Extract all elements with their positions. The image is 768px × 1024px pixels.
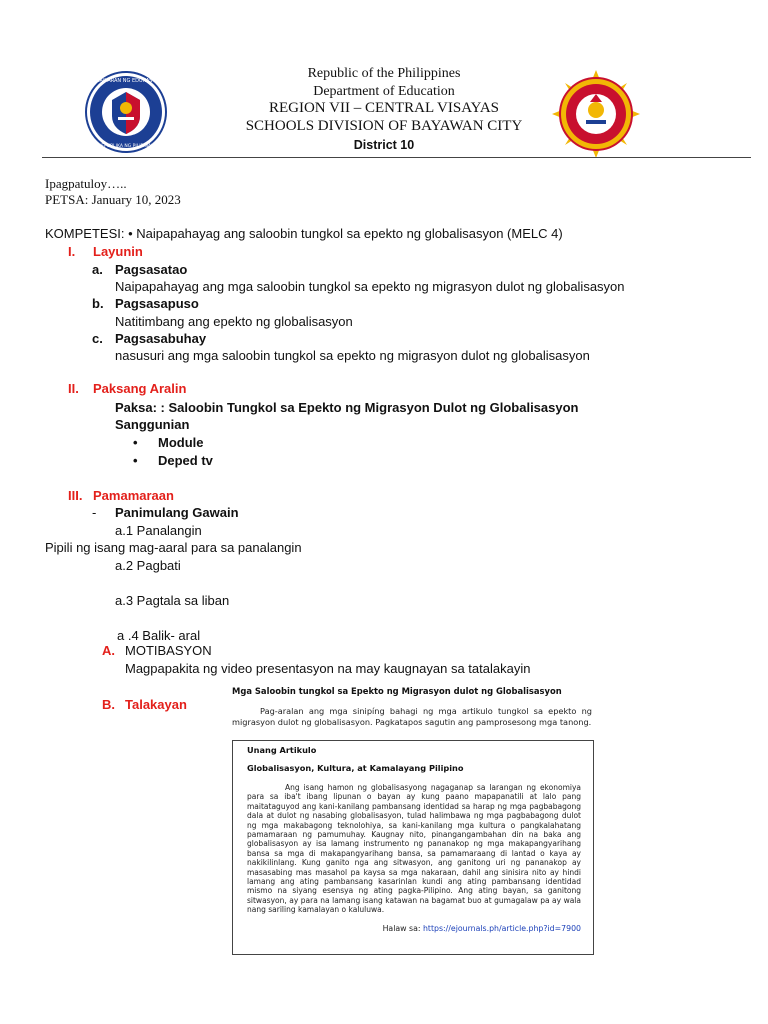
- article-box-body: Ang isang hamon ng globalisasyong nagaganap sa larangan ng ekonomiya para sa iba't ibang lipunan o bayan ay kung paano mapapanatili at lalo pang maitataguyod ang kani-kanilang pambansang identidad sa harap ng mga pagbabagong dala at dulot ng nasabing globalisasyon, tulad halimbawa ng mga pagbabagong dulot ng mga makabagong teknolohiya, sa kani-kanilang mga kultura o pangkalahatang pamamaraan ng pamumuhay. Kaugnay nito, pinangangambahan din na baka ang globalisasyon ay isa lamang instrumento ng pananakop ng mga makapangyarihang bansa sa mga di makapangyarihang bansa, sa pamamaraang di lantad o kaya ay nakikilinlang. Kung ganito nga ang sitwasyon, ang ganitong uri ng pananakop ay masasabing mas masahol pa kaysa sa mga nakaraan, dahil ang sinisira nito ay hindi lamang ang ating pambansang kasarinlan kundi ang ating pambansang identidad mismo na siyang esensya ng ating pagka-Pilipino. Ang ating bayan, sa ganitong sitwasyon, ay para na lamang isang katawan na bagamat buo at gumagalaw pa ay wala nang sariling kamalayan o kaluluwa.: [247, 783, 581, 915]
- panimulang-gawain: Panimulang Gawain: [115, 505, 239, 520]
- bullet-label: Deped tv: [158, 453, 213, 468]
- svg-text:REPUBLIKA NG PILIPINAS: REPUBLIKA NG PILIPINAS: [98, 144, 154, 149]
- source-label: Halaw sa:: [382, 924, 423, 933]
- talakayan-letter: B.: [102, 697, 115, 712]
- motibasyon-text: Magpapakita ng video presentasyon na may kaugnayan sa tatalakayin: [125, 661, 531, 676]
- ipagpatuloy-text: Ipagpatuloy…..: [45, 176, 127, 191]
- petsa-text: PETSA: January 10, 2023: [45, 192, 181, 207]
- bullet-dot: •: [133, 453, 138, 468]
- pipili-text: Pipili ng isang mag-aaral para sa panalangin: [45, 540, 302, 555]
- article-source: [383, 924, 581, 933]
- section3-number: III.: [68, 488, 83, 503]
- header-republic: Republic of the Philippines: [307, 66, 461, 81]
- bullet-dot: •: [133, 435, 138, 450]
- paksa-line: Paksa: : Saloobin Tungkol sa Epekto ng Migrasyon Dulot ng Globalisasyon: [115, 400, 579, 415]
- header-division: SCHOOLS DIVISION OF BAYAWAN CITY: [245, 118, 523, 134]
- sanggunian-label: Sanggunian: [115, 417, 190, 432]
- article-heading: Mga Saloobin tungkol sa Epekto ng Migrasyon dulot ng Globalisasyon: [232, 686, 562, 696]
- section2-title: Paksang Aralin: [93, 381, 187, 396]
- header-region: REGION VII – CENTRAL VISAYAS: [268, 100, 500, 116]
- header-divider: [42, 157, 751, 158]
- motibasyon-letter: A.: [102, 643, 115, 658]
- source-link[interactable]: https://ejournals.ph/article.php?id=7900: [422, 924, 581, 933]
- section1-item-text: Natitimbang ang epekto ng globalisasyon: [115, 314, 353, 329]
- section1-item-letter: a.: [92, 262, 103, 277]
- bullet-item-deped-tv: [133, 453, 213, 468]
- section2-number: II.: [68, 381, 79, 396]
- header-department: Department of Education: [313, 84, 455, 99]
- section1-item-title: Pagsasapuso: [115, 296, 199, 311]
- step-a1: a.1 Panalangin: [115, 523, 202, 538]
- talakayan-title: Talakayan: [125, 697, 187, 712]
- article-box-label: Unang Artikulo: [247, 745, 317, 755]
- bullet-label: Module: [158, 435, 204, 450]
- svg-text:KAGAWARAN NG EDUKASYON: KAGAWARAN NG EDUKASYON: [89, 78, 163, 84]
- kompetesi-text: • Naipapahayag ang saloobin tungkol sa epekto ng globalisasyon (MELC 4): [128, 226, 563, 241]
- motibasyon-title: MOTIBASYON: [125, 643, 212, 658]
- section1-title: Layunin: [93, 244, 143, 259]
- article-box-title: Globalisasyon, Kultura, at Kamalayang Pilipino: [247, 763, 464, 773]
- section1-item-title: Pagsasatao: [115, 262, 188, 277]
- kompetesi-label: KOMPETESI:: [45, 226, 125, 241]
- step-a3: a.3 Pagtala sa liban: [115, 593, 230, 608]
- section3-title: Pamamaraan: [93, 488, 174, 503]
- section1-number: I.: [68, 244, 76, 259]
- header-district: District 10: [353, 138, 415, 152]
- step-a4: a .4 Balik- aral: [117, 628, 201, 643]
- section1-item-letter: b.: [92, 296, 104, 311]
- kompetesi-line: [45, 226, 563, 241]
- section1-item-title: Pagsasabuhay: [115, 331, 207, 346]
- bullet-item-module: [133, 435, 204, 450]
- article-intro: Pag-aralan ang mga sinipíng bahagi ng mga artikulo tungkol sa epekto ng migrasyon dulot ng globalisasyon. Pagkatapos sagutin ang pamprosesong mga tanong.: [232, 706, 592, 727]
- section1-item-letter: c.: [92, 331, 103, 346]
- step-a2: a.2 Pagbati: [115, 558, 181, 573]
- panimulang-dash: -: [92, 505, 97, 520]
- section1-item-text: nasusuri ang mga saloobin tungkol sa epekto ng migrasyon dulot ng globalisasyon: [115, 348, 590, 363]
- section1-item-text: Naipapahayag ang mga saloobin tungkol sa epekto ng migrasyon dulot ng globalisasyon: [115, 279, 625, 294]
- article-box: [232, 740, 594, 955]
